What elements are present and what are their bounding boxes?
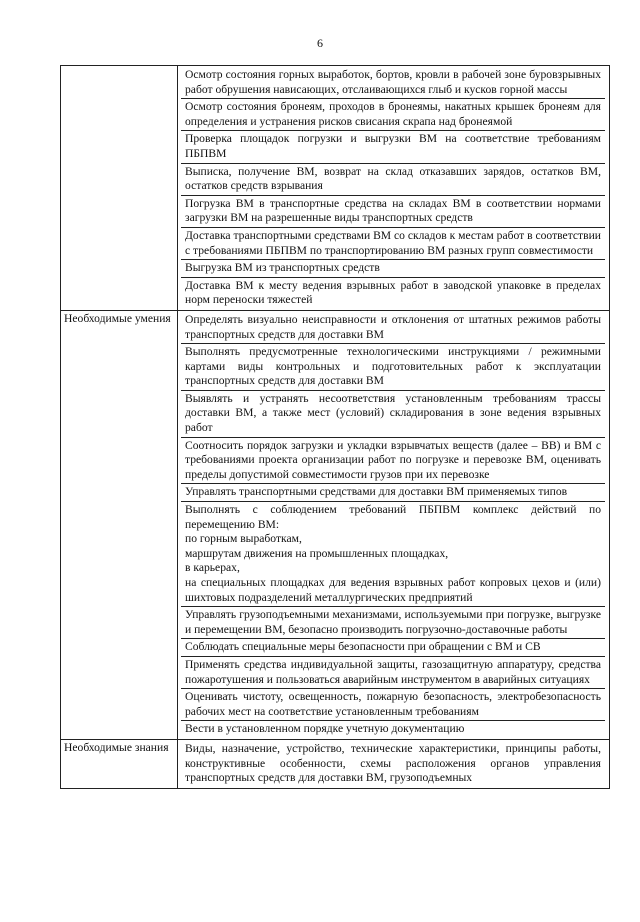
table-section [61, 310, 610, 739]
list-item-line: по горным выработкам, [185, 532, 302, 546]
section-content [178, 310, 610, 739]
table-section [61, 66, 610, 311]
list-item: Оценивать чистоту, освещенность, пожарную безопасность, электробезопасность рабочих мест на соответствие установленным требованиям [181, 689, 605, 721]
section-label: Необходимые умения [61, 310, 178, 739]
list-item: Доставка ВМ к месту ведения взрывных работ в заводской упаковке в пределах норм переноски тяжестей [185, 278, 601, 307]
page-number: 6 [317, 36, 323, 50]
competency-table [60, 65, 610, 789]
list-item: Погрузка ВМ в транспортные средства на складах ВМ в соответствии нормами загрузки ВМ на разрешенные виды транспортных средств [181, 196, 605, 228]
list-item: Виды, назначение, устройство, технические характеристики, принципы работы, конструктивные особенности, схемы расположения органов управления транспортных средств для доставки ВМ, грузоподъемных [185, 741, 601, 785]
list-item: Выполнять предусмотренные технологическими инструкциями / режимными картами виды контрольных и подготовительных работ к эксплуатации транспортных средств для доставки ВМ [181, 344, 605, 391]
list-item: Проверка площадок погрузки и выгрузки ВМ на соответствие требованиям ПБПВМ [181, 131, 605, 163]
list-item: Выявлять и устранять несоответствия установленным требованиям трассы доставки ВМ, а также мест (условий) складирования в зоне ведения взрывных работ [181, 391, 605, 438]
list-item: Соблюдать специальные меры безопасности при обращении с ВМ и СВ [181, 639, 605, 657]
list-item [181, 502, 605, 607]
list-item-line: в карьерах, [185, 561, 240, 575]
list-item: Осмотр состояния горных выработок, бортов, кровли в рабочей зоне буровзрывных работ обрушения нависающих, отслаивающихся глыб и кусков горной массы [181, 67, 605, 99]
list-item-line: маршрутам движения на промышленных площадках, [185, 546, 449, 560]
section-label: Необходимые знания [61, 739, 178, 788]
table-section [61, 739, 610, 788]
list-item: Соотносить порядок загрузки и укладки взрывчатых веществ (далее – ВВ) и ВМ с требованиями проекта организации работ по погрузке и перевозке ВМ, оценивать пределы допустимой совместимости грузов при их перевозке [181, 438, 605, 485]
section-content [178, 66, 610, 311]
section-label [61, 66, 178, 311]
list-item: Управлять грузоподъемными механизмами, используемыми при погрузке, выгрузке и перемещении ВМ, безопасно производить погрузочно-доставочные работы [181, 607, 605, 639]
list-item: Доставка транспортными средствами ВМ со складов к местам работ в соответствии с требованиями ПБПВМ по транспортированию ВМ разных групп совместимости [181, 228, 605, 260]
list-item: Выписка, получение ВМ, возврат на склад отказавших зарядов, остатков ВМ, остатков средств взрывания [181, 164, 605, 196]
list-item-line: Выполнять с соблюдением требований ПБПВМ комплекс действий по перемещению ВМ: [185, 503, 601, 531]
list-item: Осмотр состояния бронеям, проходов в бронеямы, накатных крышек бронеям для определения и устранения рисков свисания скрапа над бронеямой [181, 99, 605, 131]
list-item-line: на специальных площадках для ведения взрывных работ копровых цехов и (или) шихтовых подразделений металлургических предприятий [185, 576, 601, 604]
list-item: Применять средства индивидуальной защиты, газозащитную аппаратуру, средства пожаротушения и пользоваться аварийным инструментом в аварийных ситуациях [181, 657, 605, 689]
section-content [178, 739, 610, 788]
list-item: Выгрузка ВМ из транспортных средств [181, 260, 605, 278]
list-item: Управлять транспортными средствами для доставки ВМ применяемых типов [181, 484, 605, 502]
list-item: Определять визуально неисправности и отклонения от штатных режимов работы транспортных средств для доставки ВМ [181, 312, 605, 344]
list-item: Вести в установленном порядке учетную документацию [185, 722, 465, 736]
